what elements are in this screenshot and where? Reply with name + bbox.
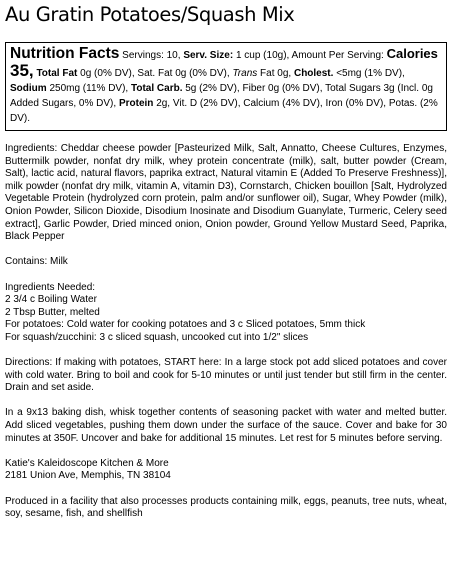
needed-item: 2 Tbsp Butter, melted: [5, 306, 100, 318]
directions-step: Directions: If making with potatoes, START here: In a large stock pot add sliced potatoes and cover with cold water. Bring to boil and cook for 5-10 minutes or until just tender but still firm in the center. Drain and set aside.: [5, 357, 447, 394]
total-carb-value: 5g (2% DV), Fiber 0g (0% DV), Total Sugars 3g (Incl. 0g Added Sugars, 0% DV),: [10, 83, 433, 109]
company-address: 2181 Union Ave, Memphis, TN 38104: [5, 470, 171, 482]
ingredients-needed-heading: Ingredients Needed:: [5, 281, 96, 293]
trans-fat-label: Trans: [232, 68, 258, 79]
total-fat-value: 0g (0% DV), Sat. Fat 0g (0% DV),: [80, 68, 230, 79]
trans-fat-value: Fat 0g,: [260, 68, 292, 79]
sodium-value: 250mg (11% DV),: [49, 83, 129, 94]
nutrition-heading: Nutrition Facts: [10, 45, 120, 62]
product-title: Au Gratin Potatoes/Squash Mix: [5, 3, 295, 26]
total-fat-label: Total Fat: [36, 68, 78, 79]
needed-item: For potatoes: Cold water for cooking potatoes and 3 c Sliced potatoes, 5mm thick: [5, 319, 366, 331]
ingredients-needed: [5, 282, 447, 345]
serving-size-label: Serv. Size:: [183, 50, 234, 61]
ingredients-text: Ingredients: Cheddar cheese powder [Pasteurized Milk, Salt, Annatto, Cheese Cultures, Enzymes, Buttermilk powder, nonfat dry milk, whey protein concentrate (milk), salt, butter powder (Cream, Salt), lactic acid, natural flavors, paprika extract, Natural vitamin E (Added To Preserve Freshness)], milk powder (nonfat dry milk, vitamin A, vitamin D3), Cornstarch, Chicken bouillon [Salt, Hydrolyzed Vegetable Protein (hydrolyzed corn protein, palm and/or sunflower oil), Sugar, Whey Powder (milk), Onion Powder, Silicon Dioxide, Disodium Inosinate and Disodium Guanylate, Turmeric, Celery seed extract], Garlic Powder, Dried minced onion, Onion powder, Ground Yellow Mustard Seed, Paprika, Black Pepper: [5, 143, 447, 243]
amount-per-serving: Amount Per Serving:: [291, 50, 384, 61]
cholesterol-value: <5mg (1% DV),: [336, 68, 405, 79]
cholesterol-label: Cholest.: [293, 68, 334, 79]
needed-item: 2 3/4 c Boiling Water: [5, 294, 97, 306]
protein-label: Protein: [118, 98, 154, 109]
company-info: [5, 458, 447, 483]
directions-step: In a 9x13 baking dish, whisk together contents of seasoning packet with water and melted butter. Add sliced vegetables, pushing them down under the surface of the sauce. Cover and bake for 30 minutes at 350F. Uncover and bake for additional 15 minutes. Let rest for 5 minutes before serving.: [5, 407, 447, 444]
company-name: Katie's Kaleidoscope Kitchen & More: [5, 457, 169, 469]
servings: Servings: 10,: [122, 50, 181, 61]
allergen-note: Produced in a facility that also processes products containing milk, eggs, peanuts, tree nuts, wheat, soy, sesame, fish, and shellfish: [5, 495, 447, 520]
nutrition-facts-box: Nutrition Facts Servings: 10, Serv. Size: 1 cup (10g), Amount Per Serving: Calories 35, Total Fat 0g (0% DV), Sat. Fat 0g (0% DV), Trans Fat 0g, Cholest. <5mg (1% DV), Sodium 250mg (11% DV), Total Carb. 5g (2% DV), Fiber 0g (0% DV), Total Sugars 3g (Incl. 0g Added Sugars, 0% DV), Protein 2g, Vit. D (2% DV), Calcium (4% DV), Iron (0% DV), Potas. (2% DV).: [5, 42, 447, 131]
contains-text: Contains: Milk: [5, 256, 68, 268]
calories-value: 35: [10, 61, 29, 80]
calories-label: Calories: [386, 46, 438, 61]
serving-size-value: 1 cup (10g),: [235, 50, 290, 61]
protein-value: 2g, Vit. D (2% DV), Calcium (4% DV), Iron (0% DV), Potas. (2% DV).: [10, 98, 438, 124]
needed-item: For squash/zucchini: 3 c sliced squash, uncooked cut into 1/2" slices: [5, 331, 309, 343]
total-carb-label: Total Carb.: [130, 83, 183, 94]
sodium-label: Sodium: [10, 83, 47, 94]
